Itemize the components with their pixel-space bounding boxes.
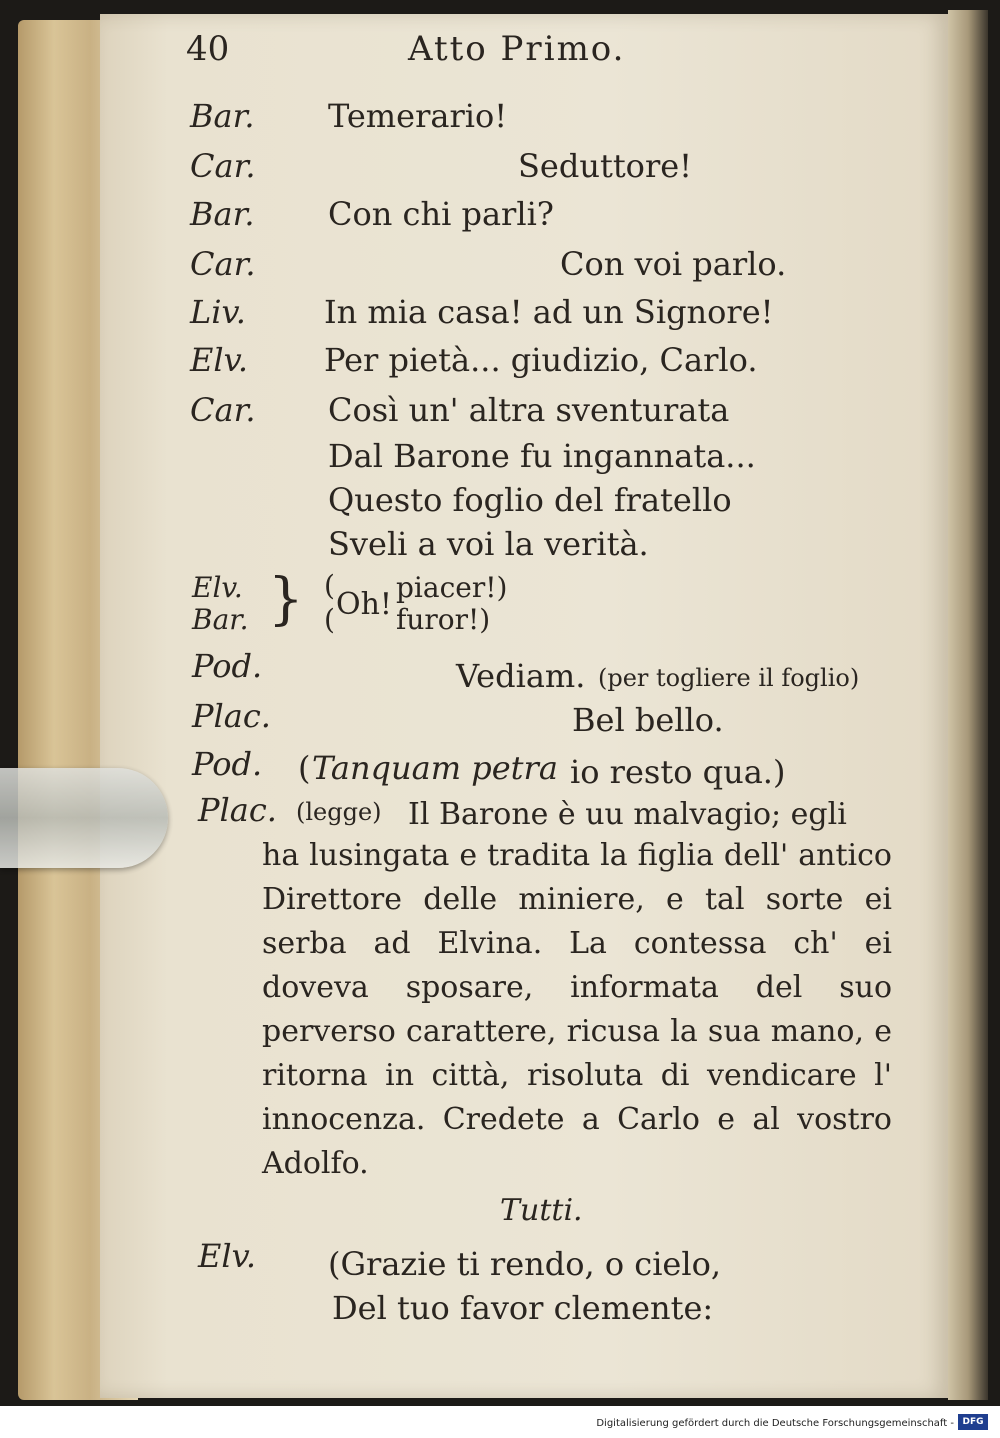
- duet-open-a: (: [324, 569, 335, 602]
- letter-text-first-line: Il Barone è uu malvagio; egli: [408, 797, 847, 832]
- speaker-label: Plac.: [198, 791, 277, 829]
- dialogue-line: io resto qua.): [570, 753, 786, 791]
- duet-word-a: piacer!): [396, 571, 508, 604]
- duet-open-b: (: [324, 603, 335, 636]
- duet-brace: }: [268, 567, 304, 632]
- dialogue-line: Sveli a voi la verità.: [328, 525, 649, 563]
- duet-common: Oh!: [336, 587, 392, 622]
- speaker-label: Elv.: [190, 341, 249, 379]
- dfg-logo: DFG: [958, 1414, 988, 1430]
- letter-text-body: ha lusingata e tradita la figlia dell' antico Direttore delle miniere, e tal sorte ei serba ad Elvina. La contessa ch' ei doveva sposare, informata del suo perverso carattere, ricusa la sua mano, e ritorna in città, risoluta di vendicare l' innocenza. Credete a Carlo e al vostro Adolfo.: [262, 838, 892, 1181]
- footer-credit: Digitalisierung gefördert durch die Deutsche Forschungsgemeinschaft -: [596, 1418, 954, 1429]
- page-number: 40: [186, 29, 230, 69]
- speaker-label: Car.: [190, 391, 256, 429]
- dialogue-line: In mia casa! ad un Signore!: [324, 293, 774, 331]
- duet-word-b: furor!): [396, 603, 491, 636]
- speaker-label: Pod.: [192, 745, 263, 783]
- speaker-label: Bar.: [190, 195, 255, 233]
- dialogue-line: Del tuo favor clemente:: [332, 1289, 714, 1327]
- speaker-label: Liv.: [190, 293, 246, 331]
- speaker-label: Car.: [190, 147, 256, 185]
- dialogue-line: Per pietà... giudizio, Carlo.: [324, 341, 758, 379]
- dialogue-line: Questo foglio del fratello: [328, 481, 732, 519]
- stage-direction: (per togliere il foglio): [598, 664, 860, 692]
- page-clip: [0, 768, 168, 868]
- dialogue-line: Con voi parlo.: [560, 245, 787, 283]
- dialogue-line: Dal Barone fu ingannata...: [328, 437, 756, 475]
- dialogue-line: Così un' altra sventurata: [328, 391, 730, 429]
- dialogue-line: Bel bello.: [572, 701, 724, 739]
- dialogue-line: Temerario!: [328, 97, 508, 135]
- dialogue-open-paren: (: [298, 749, 311, 787]
- duet-speaker-b: Bar.: [192, 603, 249, 636]
- tutti-heading: Tutti.: [500, 1193, 583, 1228]
- speaker-label: Pod.: [192, 647, 263, 685]
- speaker-label: Car.: [190, 245, 256, 283]
- dialogue-line: Con chi parli?: [328, 195, 554, 233]
- duet-speaker-a: Elv.: [192, 571, 243, 604]
- book-right-edge: [948, 10, 988, 1400]
- running-head: Atto Primo.: [408, 29, 626, 69]
- speaker-label: Plac.: [192, 697, 271, 735]
- dialogue-line: (Grazie ti rendo, o cielo,: [328, 1245, 722, 1283]
- dialogue-line: Seduttore!: [518, 147, 693, 185]
- latin-phrase: Tanquam petra: [312, 749, 558, 787]
- speaker-label: Elv.: [198, 1237, 257, 1275]
- dialogue-line: Vediam.: [456, 657, 586, 695]
- stage-direction: (legge): [296, 798, 382, 826]
- speaker-label: Bar.: [190, 97, 255, 135]
